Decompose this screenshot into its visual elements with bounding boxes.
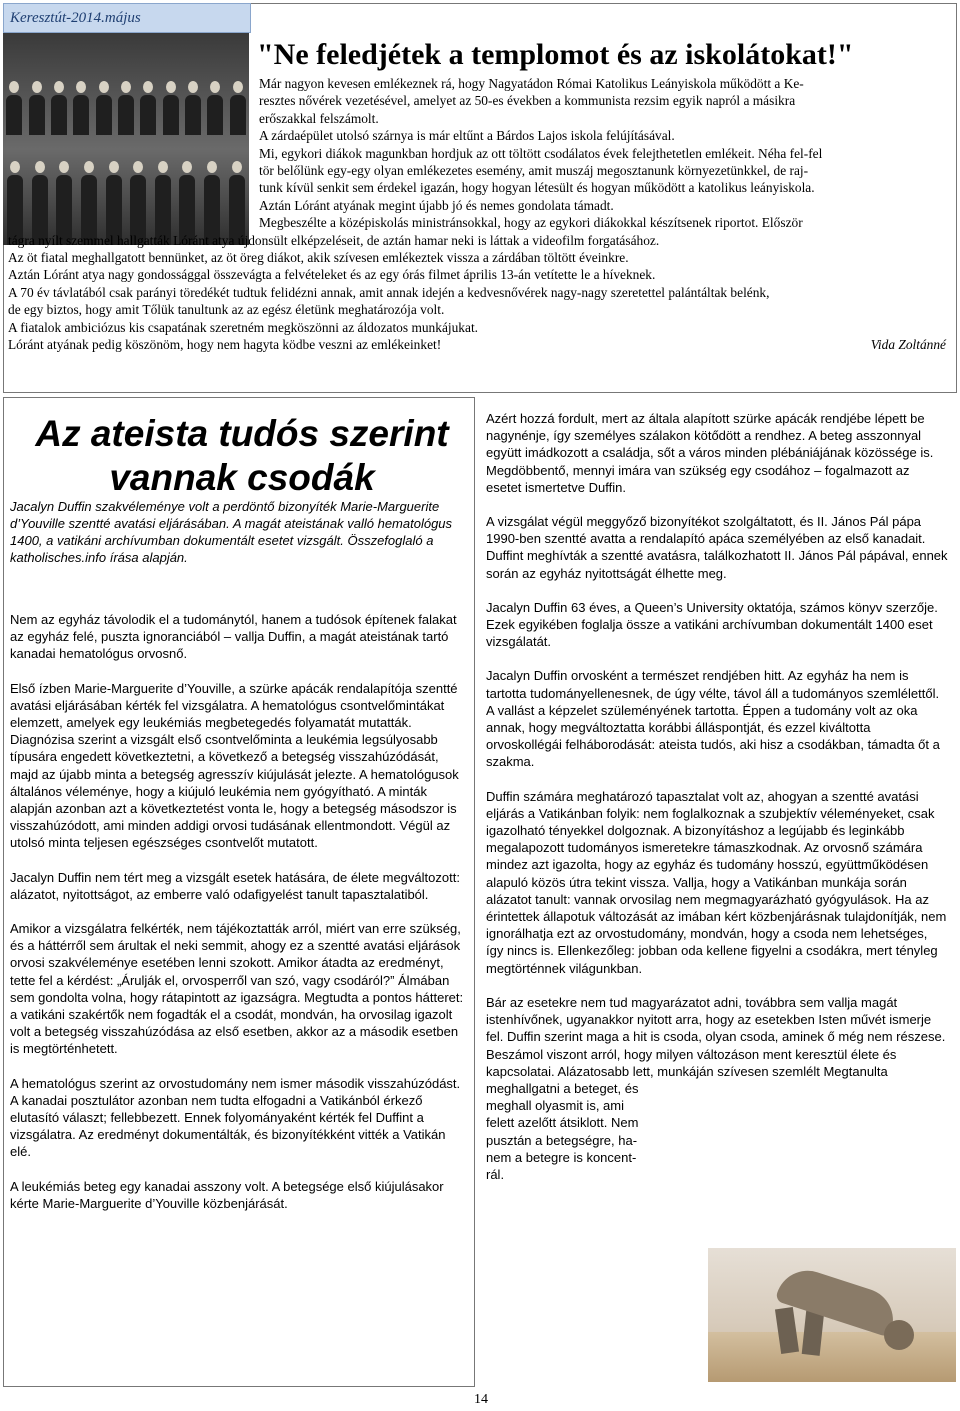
article1-body (8, 75, 950, 354)
article1-line: Aztán Lóránt atyának megint újabb jó és nemes gondolata támadt. (259, 197, 614, 213)
head-in-sand-illustration (708, 1248, 956, 1382)
article2-title-line: Az ateista tudós szerint (35, 413, 449, 454)
article2-paragraph: Jacalyn Duffin nem tért meg a vizsgált esetek hatására, de élete megváltozott: alázatot, nyitottságot, az emberre való odafigyelést tanult tapasztalatiból. (10, 869, 460, 902)
article1-line: A 70 év távlatából csak parányi töredékét tudtuk felidézni annak, amit annak idején a kedvesnővérek nagy-nagy szeretettel palántáltak belénk, (8, 284, 770, 300)
article1-line: tör belőlünk egy-egy olyan emlékezetes esemény, amit muszáj megosztanunk környezetünkkel, de raj- (259, 163, 809, 179)
article2-title-line: vannak csodák (109, 457, 375, 498)
article1-line: resztes nővérek vezetésével, amelyet az 50-es években a kommunista rezsim egyik napról a másikra (259, 93, 796, 109)
article2-tail-line: felett azelőtt átsiklott. Nem (486, 1115, 639, 1131)
article2-lead: Jacalyn Duffin szakvéleménye volt a perdöntő bizonyíték Marie-Marguerite d’Youville szentté avatási eljárásában. A magát ateistának valló hematológus 1400, a vatikáni archívumban dokumentált esetet vizsgált. Összefoglaló a katholisches.info írása alapján. (10, 499, 453, 565)
article2-paragraph: Jacalyn Duffin orvosként a természet rendjében hitt. Az egyház ha nem is tartotta tudományellenesnek, de úgy vélte, távol áll a tudományos szemlélettől. A vallást a képzelet szüleményének tartotta. Éppen a tudomány volt az oka annak, hogy megváltoztatta korábbi álláspontját, és ezzel kiváltotta orvoskollégái felháborodását: ateista tudós, aki hisz a csodákban, támadta őt a szakma. (486, 668, 940, 770)
article2-left-column (10, 611, 470, 1229)
article2-paragraph: Nem az egyház távolodik el a tudománytól, hanem a tudósok építenek falakat az egyház felé, puszta ignoranciából – vallja Duffin, a magát ateistának tartó kanadai hematológus orvosnő. (10, 612, 457, 662)
article1-line: Megbeszélte a középiskolás ministránsokkal, hogy az egykori diákokkal készítsenek riportot. Először (259, 215, 803, 231)
page-number: 14 (474, 1392, 488, 1407)
article2-paragraph: A vizsgálat végül meggyőző bizonyítékot szolgáltatott, és II. János Pál pápa 1990-ben szentté avatta a rendalapító apáca személyében az első kanadait. Duffint meghívták a szentté avatásra, találkozhatott II. János Pál pápával, ennek során az egyház nyitottságát élhette meg. (486, 514, 948, 581)
article2-paragraph: Első ízben Marie-Marguerite d’Youville, a szürke apácák rendalapítója szentté avatási eljárásában kérték fel vizsgálatra. A hematológus csontvelőmintákat elemzett, amelyek egy leukémiás megbetegedés folyamatát mutatták. Diagnózisa szerint a vizsgált első csontvelőminta a leukémia legsúlyosabb típusára engedett következtetni, a következő a betegség visszahúzódását, majd az újabb minta a betegség agresszív kiújulását jelezte. A hematológusok általános véleménye, hogy a kiújuló leukémia nem gyógyítható. A minták alapján azonban azt a következtetést vonta le, hogy a betegség másodszor is visszahúzódott, ami minden addigi orvosi tudásának ellentmondott. Végül az utolsó minta teljesen egészséges csontvelőt mutatott. (10, 680, 459, 851)
article2-tail-line: meghallgatni a beteget, és (486, 1080, 639, 1096)
article2-tail-line: pusztán a betegségre, ha- (486, 1132, 638, 1148)
article2-tail-line: meghall olyasmit is, ami (486, 1098, 624, 1114)
article2-left-frame (3, 397, 475, 1387)
article2-paragraph: A hematológus szerint az orvostudomány nem ismer második visszahúzódást. A kanadai posztulátor azonban nem tudta elfogadni a Vatikánból érkező elutasító választ; fellebbezett. Ennek folyományaként kérték fel Duffint a vizsgálatra. Az eredményt dokumentálták, és bizonyítékként vitték a Vatikán elé. (10, 1075, 461, 1160)
article2-paragraph: Amikor a vizsgálatra felkérték, nem tájékoztatták arról, miért van erre szükség, és a háttérről sem árultak el neki semmit, ahogy ez a szentté avatási eljárások orvosi szakvéleménye esetében lenni szokott. Amikor átadta az eredményt, tette fel a kérdést: „Árulják el, orvosperről van szó, vagy csodáról?” Álmában sem gondolta volna, hogy rátapintott az igazságra. Megtudta a pontos hátteret: a vatikáni szakértők nem fogadták el a csodát, mondván, ha orvosilag igazolt volt a betegség visszahúzódása az első esetben, akkor az a második esetben is megtörténhetett. (10, 921, 464, 1057)
article2-title (16, 412, 468, 500)
article2-tail-line: nem a betegre is koncent- (486, 1149, 637, 1165)
article1-line: erőszakkal felszámolt. (259, 110, 379, 126)
article1-line: tunk kívül senkit sem érdekel igazán, hogy hogyan létesült és hogyan működött a katolikus leányiskola. (259, 180, 815, 196)
article1-line: A fiatalok ambiciózus kis csapatának szeretném megköszönni az áldozatos munkájukat. (8, 319, 479, 335)
article1-line: A zárdaépület utolsó szárnya is már eltűnt a Bárdos Lajos iskola felújításával. (259, 128, 675, 144)
article1-line: Lóránt atyának pedig köszönöm, hogy nem hagyta ködbe veszni az emlékeinket! (8, 337, 442, 353)
article2-tail-line: rál. (486, 1166, 505, 1182)
issue-header: Keresztút-2014.május (3, 3, 251, 33)
article1-title: "Ne feledjétek a templomot és az iskolátokat!" (257, 38, 854, 71)
article1-line: de egy biztos, hogy amit Tőlük tanultunk az az egész életünk meghatározója volt. (8, 302, 445, 318)
article2-paragraph: Duffin számára meghatározó tapasztalat volt az, ahogyan a szentté avatási eljárás a Vatikánban folyik: nem foglalkoznak a szubjektív véleményeket, csak igazolható tényekkel dolgoznak. A bizonyításhoz a legújabb és leginkább megalapozott tudományos ismeretekre támaszkodnak. Az orvosnő számára mindez azt igazolta, hogy az egyház és tudomány hosszú, együttműködésen alapuló közös útra tekint vissza. Vallja, hogy a Vatikánban munkája során alázatot tanult: vannak orvosilag nem megmagyarázható gyógyulások. Ha az érintettek állapotuk változását az imában kért közbenjárásnak tulajdonítják, nem ignorálhatja ezt az orvostudomány, mondván, hogy a csoda nem lehetséges, így nincs is. Ellenkezőleg: jobban oda kellene figyelni a csodákra, mert tényleg megtörténnek világunkban. (486, 788, 947, 976)
article2-paragraph: A leukémiás beteg egy kanadai asszony volt. A betegsége első kiújulásakor kérte Marie-Marguerite d’Youville közbenjárását. (10, 1178, 444, 1211)
article1-line: Már nagyon kevesen emlékeznek rá, hogy Nagyatádon Római Katolikus Leányiskola működött a Ke- (259, 76, 804, 91)
article2-wrapped-tail (486, 1080, 686, 1183)
article1-signature: Vida Zoltánné (870, 337, 946, 353)
article1-line: Az öt fiatal meghallgatott bennünket, az öt öreg diákot, akik szívesen emlékeztek vissza a zárdában töltött éveinkre. (8, 250, 629, 266)
article1-line: tágra nyílt szemmel hallgatták Lóránt atya újdonsült elképzeléseit, de aztán hamar neki is láttak a videofilm forgatásához. (8, 232, 660, 248)
article2-paragraph: Bár az esetekre nem tud magyarázatot adni, továbbra sem vallja magát istenhívőnek, ugyanakkor nyitott arra, hogy az esetekben Isten művét ismerje fel. Duffin szerint maga a hit is csoda, olyan csoda, aminek ő még nem részese. Beszámol viszont arról, hogy milyen változáson ment keresztül élete és kapcsolatai. Alázatosabb lett, munkáján szívesen szemlélt Megtanulta (486, 994, 946, 1079)
article2-paragraph: Azért hozzá fordult, mert az általa alapított szürke apácák rendjébe lépett be nagynénje, így személyes szálakon kötődött a rendhez. A beteg asszonnyal együtt imádkozott a családja, sőt a város minden plébániájának közössége is. Megdöbbentő, mennyi imára van szükség egy csodához – fogalmazott az esetet ismertetve Duffin. (486, 411, 934, 495)
article2-right-column (486, 410, 948, 1183)
article1-line: Mi, egykori diákok magunkban hordjuk az ott töltött csodálatos évek felejthetetlen emlékeit. Néha fel-fel (259, 145, 823, 161)
article1-line: Aztán Lóránt atya nagy gondossággal összevágta a felvételeket és az egy órás filmet április 13-án vetítette le a híveknek. (8, 267, 656, 283)
article2-paragraph: Jacalyn Duffin 63 éves, a Queen’s University oktatója, számos könyv szerzője. Ezek egyikében foglalja össze a vatikáni archívumban dokumentált 1400 eset vizsgálatát. (486, 599, 938, 650)
